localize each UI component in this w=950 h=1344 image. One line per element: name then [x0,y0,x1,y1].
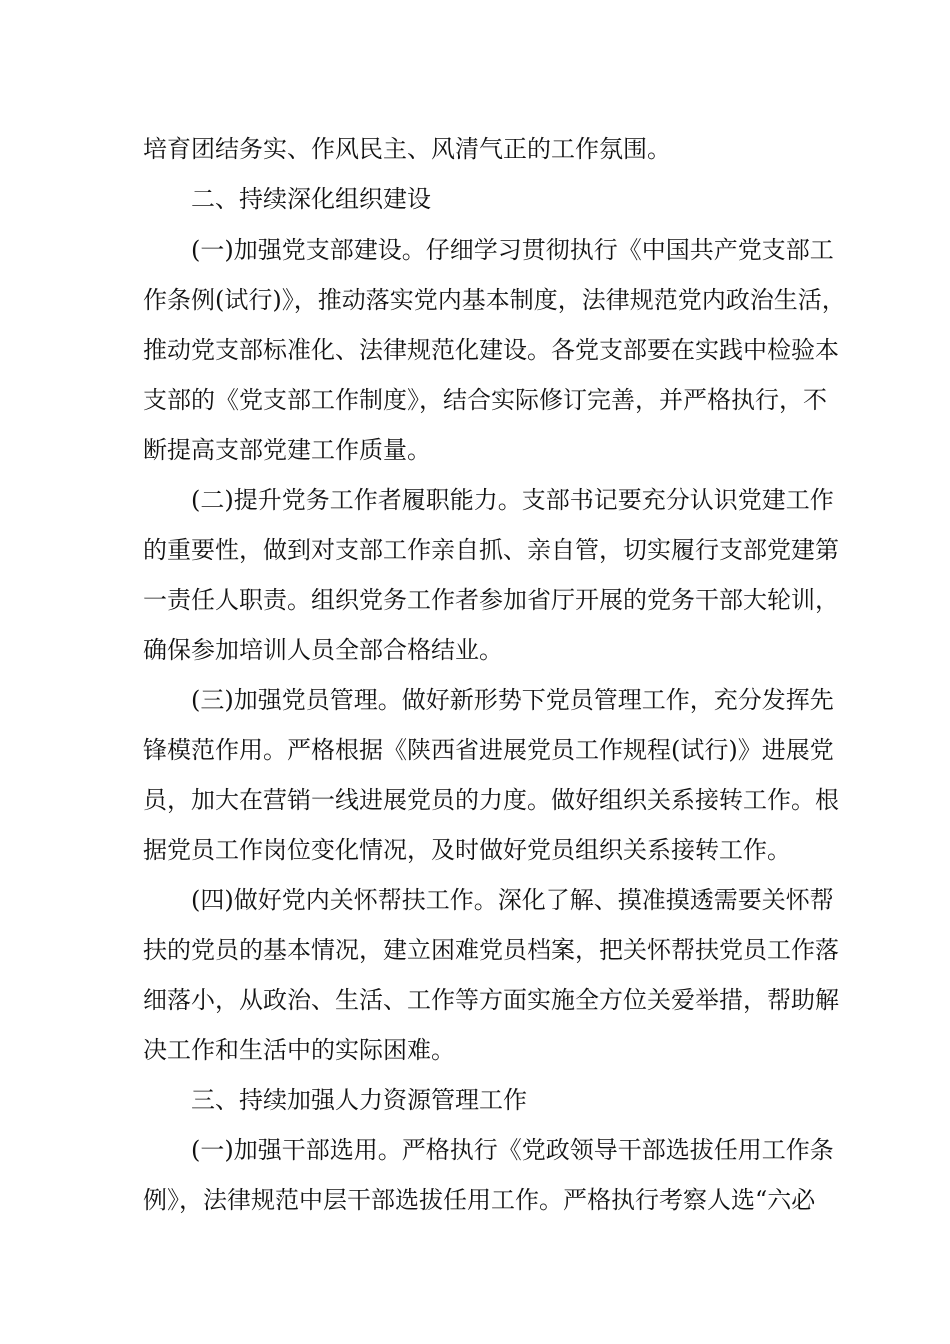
text-line: 扶的党员的基本情况，建立困难党员档案，把关怀帮扶党员工作落 [143,936,839,964]
text-line: (二)提升党务工作者履职能力。支部书记要充分认识党建工作 [191,486,834,514]
text-line: 一责任人职责。组织党务工作者参加省厅开展的党务干部大轮训， [143,586,839,614]
section-heading: 三、持续加强人力资源管理工作 [191,1086,527,1114]
text-line: 锋模范作用。严格根据《陕西省进展党员工作规程(试行)》进展党 [143,736,834,764]
text-line: (一)加强党支部建设。仔细学习贯彻执行《中国共产党支部工 [191,236,834,264]
text-line: 作条例(试行)》，推动落实党内基本制度，法律规范党内政治生活， [143,286,846,314]
text-line: 细落小，从政治、生活、工作等方面实施全方位关爱举措，帮助解 [143,986,839,1014]
text-line: 确保参加培训人员全部合格结业。 [143,636,503,664]
text-line: 断提高支部党建工作质量。 [143,436,431,464]
text-line: (一)加强干部选用。严格执行《党政领导干部选拔任用工作条 [191,1136,834,1164]
text-line: 支部的《党支部工作制度》，结合实际修订完善，并严格执行，不 [143,386,827,414]
text-line: (四)做好党内关怀帮扶工作。深化了解、摸准摸透需要关怀帮 [191,886,834,914]
text-line: 的重要性，做到对支部工作亲自抓、亲自管，切实履行支部党建第 [143,536,839,564]
text-line: 例》，法律规范中层干部选拔任用工作。严格执行考察人选“六必 [143,1186,816,1214]
text-line: 据党员工作岗位变化情况，及时做好党员组织关系接转工作。 [143,836,791,864]
text-line: 员，加大在营销一线进展党员的力度。做好组织关系接转工作。根 [143,786,839,814]
text-line: 决工作和生活中的实际困难。 [143,1036,455,1064]
text-line: (三)加强党员管理。做好新形势下党员管理工作，充分发挥先 [191,686,834,714]
text-line: 培育团结务实、作风民主、风清气正的工作氛围。 [143,135,671,163]
text-line: 推动党支部标准化、法律规范化建设。各党支部要在实践中检验本 [143,336,839,364]
section-heading: 二、持续深化组织建设 [191,185,431,213]
